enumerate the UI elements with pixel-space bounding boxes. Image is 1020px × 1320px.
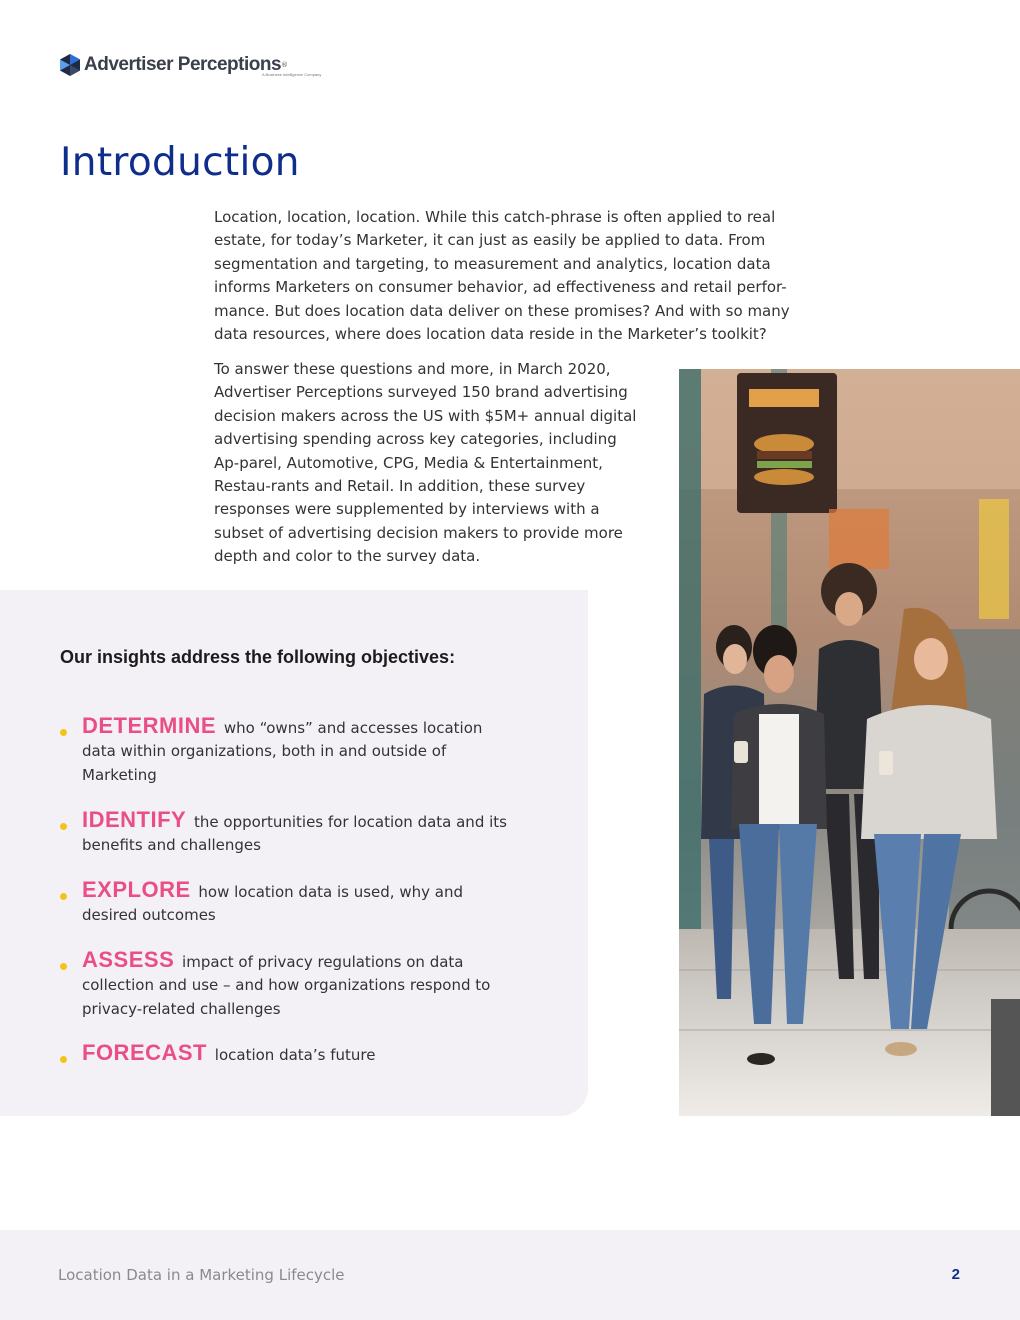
page-title: Introduction: [60, 140, 300, 185]
bullet-dot-icon: [60, 1056, 67, 1063]
objective-keyword: DETERMINE: [82, 713, 217, 738]
objective-keyword: ASSESS: [82, 947, 175, 972]
intro-paragraph-1: Location, location, location. While this catch-phrase is often applied to real estate, for today’s Marketer, it can just as easily be applied to data. From segmentation and targeting, to measurement and analytics, location data informs Marketers on consumer behavior, ad effectiveness and retail perfor-mance. But does location data deliver on these promises? And with so many data resources, where does location data reside in the Marketer’s toolkit?: [214, 208, 790, 344]
objective-text: who “owns” and accesses location data within organizations, both in and outside of Marketing: [82, 719, 483, 784]
bullet-dot-icon: [60, 729, 67, 736]
footer-document-title: Location Data in a Marketing Lifecycle: [58, 1266, 345, 1284]
objective-text: location data’s future: [214, 1046, 376, 1064]
hexagon-logo-icon: [60, 54, 80, 76]
objective-keyword: FORECAST: [82, 1040, 207, 1065]
bullet-dot-icon: [60, 823, 67, 830]
objective-text: impact of privacy regulations on data collection and use – and how organizations respond to privacy-related challenges: [82, 953, 491, 1018]
objective-keyword: IDENTIFY: [82, 807, 187, 832]
bullet-dot-icon: [60, 963, 67, 970]
bullet-dot-icon: [60, 893, 67, 900]
logo-tagline: A Business Intelligence Company: [262, 72, 322, 77]
page-footer: [0, 1230, 1020, 1320]
objective-item-assess: [60, 948, 520, 1021]
objective-text: the opportunities for location data and its benefits and challenges: [82, 813, 507, 855]
brand-logo: [60, 54, 322, 77]
objective-item-determine: [60, 714, 520, 787]
objective-item-explore: [60, 878, 520, 928]
logo-wordmark: Advertiser Perceptions: [84, 54, 282, 75]
objective-item-forecast: [60, 1041, 520, 1067]
objective-keyword: EXPLORE: [82, 877, 191, 902]
objective-text: how location data is used, why and desired outcomes: [82, 883, 463, 925]
street-photo: [679, 369, 1020, 1116]
registered-mark: ®: [281, 61, 289, 69]
objective-item-identify: [60, 808, 520, 858]
objectives-heading: Our insights address the following objectives:: [60, 647, 456, 667]
page-number: 2: [951, 1266, 960, 1283]
intro-paragraph-2: To answer these questions and more, in March 2020, Advertiser Perceptions surveyed 150 brand advertising decision makers across the US with $5M+ annual digital advertising spending across key categories, including Ap-parel, Automotive, CPG, Media & Entertainment, Restau-rants and Retail. In addition, these survey responses were supplemented by interviews with a subset of advertising decision makers to provide more depth and color to the survey data.: [214, 360, 637, 566]
